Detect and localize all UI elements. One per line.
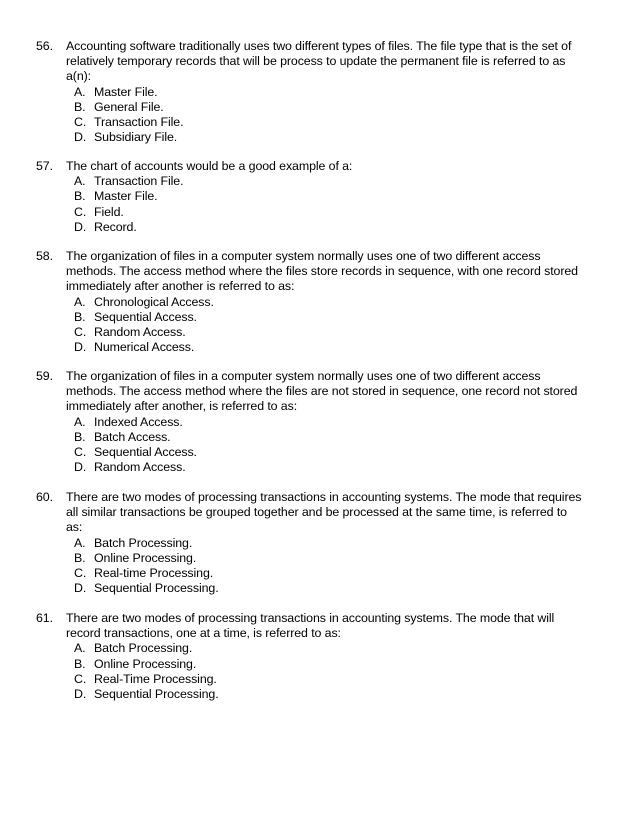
option-text: Sequential Processing. xyxy=(94,687,219,702)
answer-option xyxy=(66,189,608,204)
answer-option xyxy=(66,430,608,445)
question-61 xyxy=(36,611,608,702)
option-letter: C. xyxy=(74,325,87,340)
option-text: Record. xyxy=(94,219,137,234)
option-letter: B. xyxy=(74,550,86,565)
option-letter: A. xyxy=(74,535,86,550)
answer-options xyxy=(66,415,608,476)
answer-option xyxy=(66,295,608,310)
option-letter: A. xyxy=(74,84,86,99)
option-text: Batch Processing. xyxy=(94,641,193,656)
option-letter: B. xyxy=(74,189,86,204)
option-text: Batch Access. xyxy=(94,429,171,444)
question-text: The organization of files in a computer system normally uses one of two different access methods. The access method where the files are not stored in sequence, one record not stored immediately after another, is referred to as: xyxy=(66,369,578,414)
question-text: There are two modes of processing transactions in accounting systems. The mode that requires all similar transactions be grouped together and be processed at the same time, is referred to as: xyxy=(66,490,582,535)
option-text: Master File. xyxy=(94,189,158,204)
answer-option xyxy=(66,85,608,100)
option-letter: D. xyxy=(74,130,87,145)
option-text: Chronological Access. xyxy=(94,294,214,309)
option-letter: D. xyxy=(74,460,87,475)
option-letter: C. xyxy=(74,445,87,460)
question-text: The organization of files in a computer system normally uses one of two different access methods. The access method where the files store records in sequence, with one record stored immediately after another is referred to as: xyxy=(66,249,578,294)
option-text: Transaction File. xyxy=(94,174,184,189)
answer-option xyxy=(66,310,608,325)
answer-option xyxy=(66,566,608,581)
option-text: Numerical Access. xyxy=(94,340,195,355)
option-text: Online Processing. xyxy=(94,550,197,565)
question-number: 60. xyxy=(36,490,53,504)
question-number: 58. xyxy=(36,249,53,263)
option-letter: B. xyxy=(74,309,86,324)
question-number: 59. xyxy=(36,369,53,383)
answer-option xyxy=(66,551,608,566)
answer-options xyxy=(66,85,608,146)
answer-option xyxy=(66,115,608,130)
question-text: There are two modes of processing transactions in accounting systems. The mode that will record transactions, one at a time, is referred to as: xyxy=(66,611,555,641)
option-letter: B. xyxy=(74,429,86,444)
answer-option xyxy=(66,672,608,687)
answer-option xyxy=(66,174,608,189)
option-text: Indexed Access. xyxy=(94,414,183,429)
option-text: Random Access. xyxy=(94,460,186,475)
option-text: Batch Processing. xyxy=(94,535,193,550)
option-text: Real-time Processing. xyxy=(94,566,214,581)
answer-options xyxy=(66,641,608,702)
option-letter: C. xyxy=(74,115,87,130)
answer-option xyxy=(66,100,608,115)
option-letter: D. xyxy=(74,581,87,596)
question-56 xyxy=(36,39,608,145)
answer-option xyxy=(66,340,608,355)
question-number: 56. xyxy=(36,39,53,53)
option-letter: D. xyxy=(74,340,87,355)
answer-options xyxy=(66,174,608,235)
option-text: Sequential Processing. xyxy=(94,581,219,596)
option-letter: D. xyxy=(74,687,87,702)
answer-option xyxy=(66,460,608,475)
option-letter: C. xyxy=(74,671,87,686)
question-58 xyxy=(36,249,608,355)
question-text: Accounting software traditionally uses two different types of files. The file type that is the set of relatively temporary records that will be process to update the permanent file is referred to as a(n): xyxy=(66,39,572,84)
answer-option xyxy=(66,641,608,656)
answer-option xyxy=(66,325,608,340)
answer-option xyxy=(66,657,608,672)
option-letter: A. xyxy=(74,414,86,429)
answer-option xyxy=(66,415,608,430)
question-text: The chart of accounts would be a good example of a: xyxy=(66,159,353,173)
option-letter: D. xyxy=(74,219,87,234)
answer-option xyxy=(66,205,608,220)
question-number: 57. xyxy=(36,159,53,173)
answer-option xyxy=(66,220,608,235)
option-text: Online Processing. xyxy=(94,656,197,671)
option-text: Sequential Access. xyxy=(94,309,197,324)
option-text: Master File. xyxy=(94,84,158,99)
answer-option xyxy=(66,581,608,596)
option-letter: C. xyxy=(74,204,87,219)
answer-option xyxy=(66,130,608,145)
answer-options xyxy=(66,536,608,597)
answer-option xyxy=(66,536,608,551)
option-text: Subsidiary File. xyxy=(94,130,178,145)
option-letter: B. xyxy=(74,99,86,114)
question-number: 61. xyxy=(36,611,53,625)
answer-option xyxy=(66,687,608,702)
option-text: Transaction File. xyxy=(94,115,184,130)
option-text: Field. xyxy=(94,204,124,219)
option-letter: B. xyxy=(74,656,86,671)
option-letter: A. xyxy=(74,294,86,309)
answer-option xyxy=(66,445,608,460)
question-59 xyxy=(36,369,608,475)
question-57 xyxy=(36,159,608,235)
option-letter: A. xyxy=(74,174,86,189)
option-letter: C. xyxy=(74,566,87,581)
option-text: Sequential Access. xyxy=(94,445,197,460)
option-text: Real-Time Processing. xyxy=(94,671,217,686)
option-text: General File. xyxy=(94,99,164,114)
answer-options xyxy=(66,295,608,356)
option-text: Random Access. xyxy=(94,325,186,340)
question-60 xyxy=(36,490,608,596)
option-letter: A. xyxy=(74,641,86,656)
